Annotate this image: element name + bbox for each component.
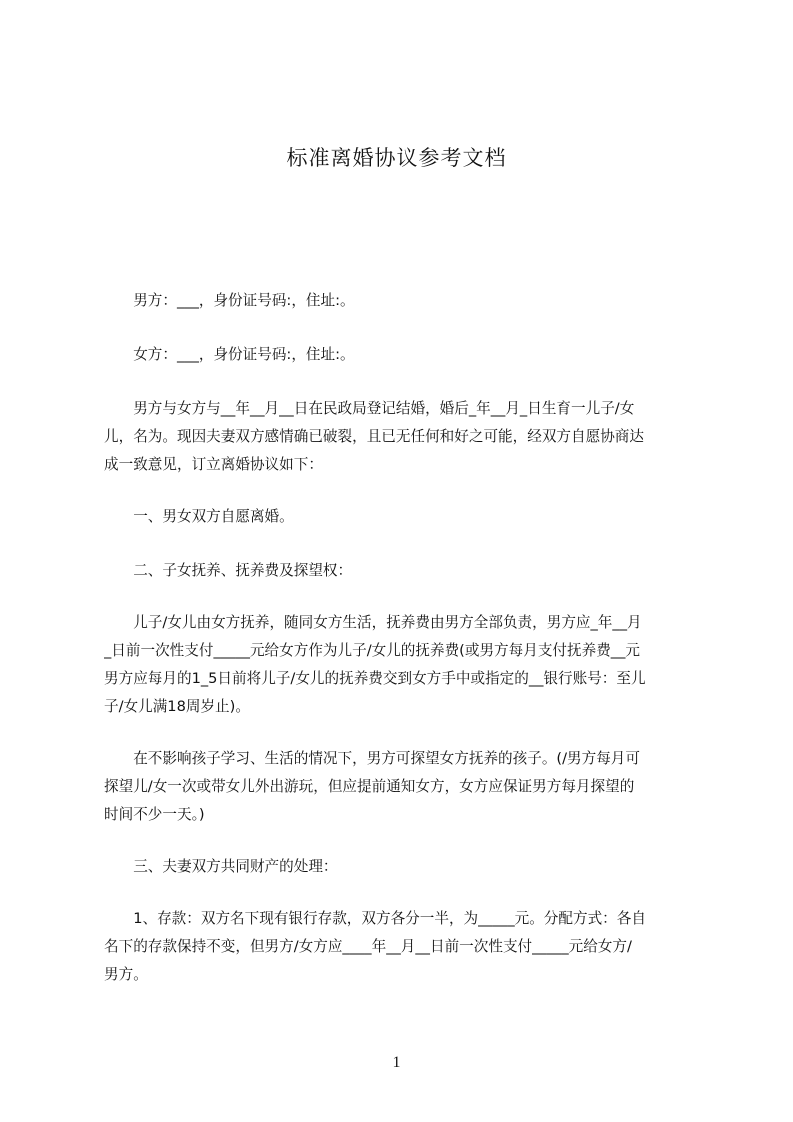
paragraph-line: 男方：___，身份证号码:，住址:。 (104, 292, 355, 309)
paragraph-line: 男方。 (104, 966, 148, 983)
paragraph-line: _日前一次性支付_____元给女方作为儿子/女儿的抚养费(或男方每月支付抚养费__元 (104, 642, 640, 659)
section-heading: 一、男女双方自愿离婚。 (104, 508, 294, 525)
paragraph-line: 时间不少一天。) (104, 806, 205, 823)
paragraph-line: 1、存款：双方名下现有银行存款，双方各分一半，为_____元。分配方式：各自 (104, 910, 646, 927)
document-title: 标准离婚协议参考文档 (286, 146, 507, 170)
paragraph-line: 探望儿/女一次或带女儿外出游玩，但应提前通知女方，女方应保证男方每月探望的 (104, 778, 635, 795)
paragraph-line: 成一致意见，订立离婚协议如下： (104, 456, 323, 473)
section-heading: 二、子女抚养、抚养费及探望权： (104, 562, 353, 579)
paragraph-line: 男方与女方与__年__月__日在民政局登记结婚，婚后_年__月_日生育一儿子/女 (104, 400, 635, 417)
paragraph-line: 儿子/女儿由女方抚养，随同女方生活，抚养费由男方全部负责，男方应_年__月 (104, 614, 642, 631)
paragraph-line: 在不影响孩子学习、生活的情况下，男方可探望女方抚养的孩子。(/男方每月可 (104, 750, 640, 767)
paragraph-line: 男方应每月的1_5日前将儿子/女儿的抚养费交到女方手中或指定的__银行账号：至儿 (104, 670, 646, 687)
paragraph-line: 名下的存款保持不变，但男方/女方应____年__月__日前一次性支付_____元给女方/ (104, 938, 632, 955)
page-number: 1 (392, 1054, 401, 1071)
section-heading: 三、夫妻双方共同财产的处理： (104, 858, 338, 875)
paragraph-line: 女方：___，身份证号码:，住址:。 (104, 346, 355, 363)
paragraph-line: 儿，名为。现因夫妻双方感情确已破裂，且已无任何和好之可能，经双方自愿协商达 (104, 428, 644, 445)
paragraph-line: 子/女儿满18周岁止)。 (104, 698, 250, 715)
